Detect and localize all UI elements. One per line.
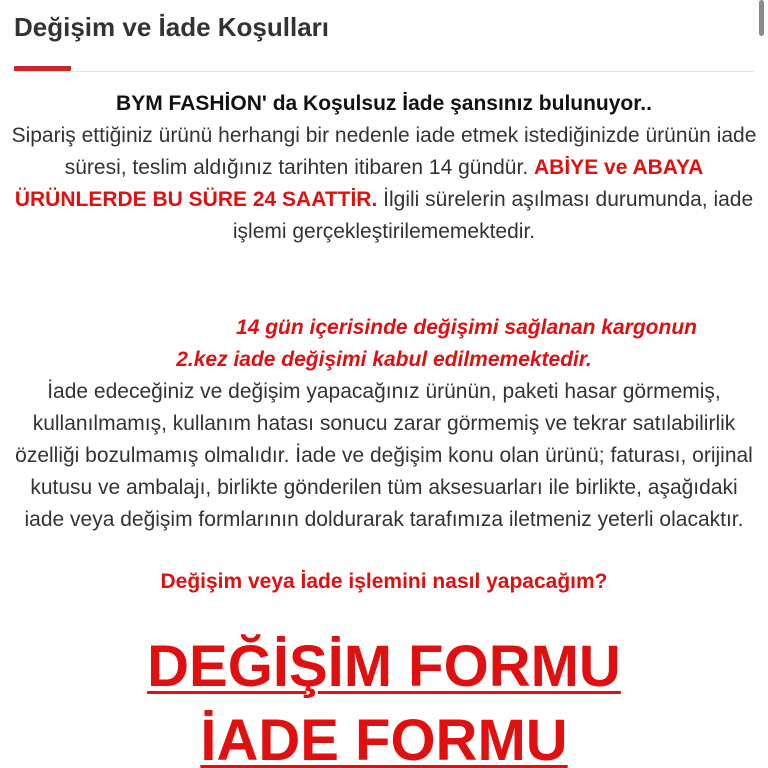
how-to-return-heading: Değişim veya İade işlemini nasıl yapacağım? bbox=[160, 570, 608, 593]
evening-wear-notice: ABİYE ve ABAYA ÜRÜNLERDE BU SÜRE 24 SAATTİR. bbox=[14, 156, 704, 211]
return-form-link[interactable]: İADE FORMU bbox=[200, 708, 568, 768]
second-exchange-notice-line-2: 2.kez iade değişimi kabul edilmemektedir. bbox=[176, 348, 592, 371]
spacer bbox=[10, 248, 758, 312]
scrollbar[interactable] bbox=[759, 0, 764, 36]
exchange-form-link[interactable]: DEĞİŞİM FORMU bbox=[147, 634, 621, 699]
return-policy-content bbox=[10, 88, 758, 768]
title-divider bbox=[14, 71, 754, 72]
page-title: Değişim ve İade Koşulları bbox=[14, 12, 330, 42]
policy-paragraph-2: İade edeceğiniz ve değişim yapacağınız ürünün, paketi hasar görmemiş, kullanılmamış, kullanım hatası sonucu zarar görmemiş ve tekrar satılabilirlik özelliği bozulmamış olmalıdır. İade ve değişim konu olan ürünü; faturası, orijinal kutusu ve ambalajı, birlikte gönderilen tüm aksesuarları ile birlikte, aşağıdaki iade veya değişim formlarının doldurarak tarafımıza iletmeniz yeterli olacaktır. bbox=[15, 380, 753, 531]
policy-paragraph-1-tail: İlgili sürelerin aşılması durumunda, iade işlemi gerçekleştirilememektedir. bbox=[232, 188, 754, 243]
policy-paragraph-1-text: Sipariş ettiğiniz ürünü herhangi bir nedenle iade etmek istediğinizde ürünün iade süresi, teslim aldığınız tarihten itibaren 14 gündür. bbox=[11, 124, 757, 179]
policy-paragraph-1 bbox=[10, 120, 758, 248]
policy-lead: BYM FASHİON' da Koşulsuz İade şansınız bulunuyor.. bbox=[116, 92, 652, 115]
second-exchange-notice-line-1: 14 gün içerisinde değişimi sağlanan kargonun bbox=[236, 316, 697, 339]
